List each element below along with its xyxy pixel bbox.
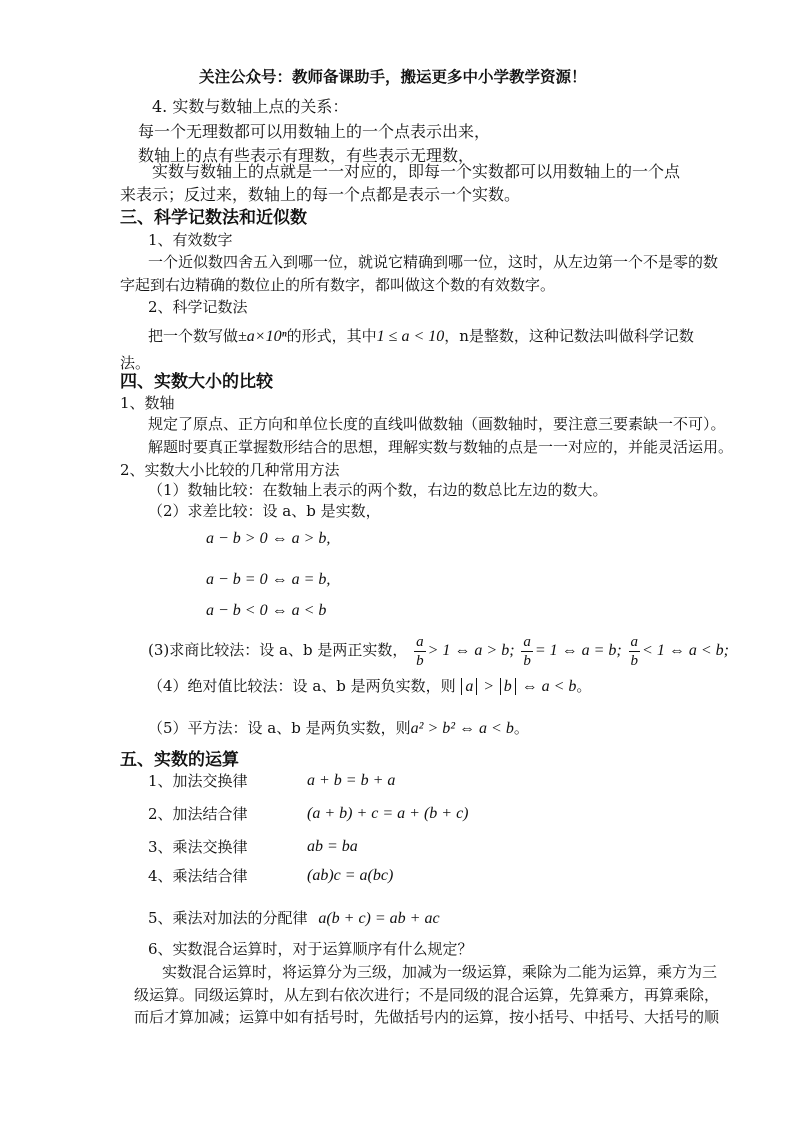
difference-formula-3: a − b < 0 ⇔ a < b xyxy=(206,602,327,619)
answer-line-1: 实数混合运算时，将运算分为三级，加减为一级运算，乘除为二能为运算，乘方为三 xyxy=(162,963,718,981)
significant-figures-line-1: 一个近似数四舍五入到哪一位，就说它精确到哪一位，这时，从左边第一个不是零的数 xyxy=(148,253,719,271)
distributive-law-formula: a(b + c) = ab + ac xyxy=(318,910,440,927)
significant-figures-line-2: 字起到右边精确的数位止的所有数字，都叫做这个数的有效数字。 xyxy=(120,276,556,294)
law-3-formula: ab = ba xyxy=(307,838,358,855)
answer-line-3: 而后才算加减；运算中如有括号时，先做括号内的运算，按小括号、中括号、大括号的顺 xyxy=(134,1008,720,1026)
scientific-notation-line: 把一个数写做±a×10ⁿ的形式，其中1 ≤ a < 10，n是整数，这种记数法叫做科学记数 xyxy=(148,327,694,345)
squares-formula: a² > b² ⇔ a < b xyxy=(410,720,514,737)
scientific-form-formula: ±a×10ⁿ xyxy=(238,328,287,345)
comparison-methods-subheading: 2、实数大小比较的几种常用方法 xyxy=(120,461,340,479)
relation-line-3: 实数与数轴上的点就是一一对应的，即每一个实数都可以用数轴上的一个点 xyxy=(152,162,681,181)
distributive-law-label: 5、乘法对加法的分配律 xyxy=(148,909,308,927)
law-1-formula: a + b = b + a xyxy=(307,772,396,789)
law-1-label: 1、加法交换律 xyxy=(148,772,248,790)
significant-figures-subheading: 1、有效数字 xyxy=(148,231,233,249)
quotient-formula-2: = 1 ⇔ a = b; xyxy=(534,642,622,659)
answer-line-2: 级运算。同级运算时，从左到右依次进行；不是同级的混合运算，先算乘方，再算乘除， xyxy=(134,986,720,1004)
top-note: 关注公众号：教师备课助手，搬运更多中小学教学资源！ xyxy=(199,67,587,86)
quotient-fraction-2: $\frac{a}{b}$ xyxy=(523,633,531,669)
method-1-number-axis: （1）数轴比较：在数轴上表示的两个数，右边的数总比左边的数大。 xyxy=(148,481,608,499)
scientific-notation-line-end: 法。 xyxy=(120,354,151,372)
number-axis-subheading: 1、数轴 xyxy=(120,394,175,412)
law-4-formula: (ab)c = a(bc) xyxy=(307,867,394,884)
number-axis-line-1: 规定了原点、正方向和单位长度的直线叫做数轴（画数轴时，要注意三要素缺一不可）。 xyxy=(148,415,726,433)
absolute-value-implication: ⇔ a < b xyxy=(521,678,577,695)
method-4-absolute-value: （4）绝对值比较法：设 a、b 是两负实数，则 a > b ⇔ a < b。 xyxy=(148,677,592,695)
law-3-label: 3、乘法交换律 xyxy=(148,838,248,856)
relation-line-4: 来表示；反过来，数轴上的每一个点都是表示一个实数。 xyxy=(120,185,521,204)
method-2-difference: （2）求差比较：设 a、b 是实数， xyxy=(148,502,381,520)
quotient-fraction-3: $\frac{a}{b}$ xyxy=(630,633,639,669)
quotient-fraction-1: $\frac{a}{b}$ xyxy=(416,633,424,669)
absolute-value-b: b xyxy=(500,678,516,695)
difference-formula-1: a − b > 0 ⇔ a > b, xyxy=(206,530,331,547)
question-6: 6、实数混合运算时，对于运算顺序有什么规定？ xyxy=(148,940,473,958)
mantissa-range-formula: 1 ≤ a < 10 xyxy=(376,328,445,345)
section-3-heading: 三、科学记数法和近似数 xyxy=(120,208,307,228)
law-2-label: 2、加法结合律 xyxy=(148,805,248,823)
relation-line-2: 数轴上的点有些表示有理数，有些表示无理数， xyxy=(138,146,475,165)
scientific-notation-subheading: 2、科学记数法 xyxy=(148,298,248,316)
quotient-formula-1: > 1 ⇔ a > b; xyxy=(427,642,515,659)
section-4-heading: 四、实数大小的比较 xyxy=(120,372,273,392)
relation-line-1: 每一个无理数都可以用数轴上的一个点表示出来， xyxy=(138,122,491,141)
relation-title: 4. 实数与数轴上点的关系： xyxy=(152,97,349,116)
law-2-formula: (a + b) + c = a + (b + c) xyxy=(307,805,469,822)
section-5-heading: 五、实数的运算 xyxy=(120,750,239,770)
method-5-squares: （5）平方法：设 a、b 是两负实数，则a² > b² ⇔ a < b。 xyxy=(148,719,529,737)
quotient-formula-3: < 1 ⇔ a < b; xyxy=(642,642,729,659)
law-4-label: 4、乘法结合律 xyxy=(148,867,248,885)
distributive-law xyxy=(148,908,440,929)
number-axis-line-2: 解题时要真正掌握数形结合的思想，理解实数与数轴的点是一一对应的，并能灵活运用。 xyxy=(148,438,734,456)
method-3-quotient: (3)求商比较法：设 a、b 是两正实数， $\frac{a}{b}$ > 1 ⇔ a > b; $\frac{a}{b}$ = 1 ⇔ a = b; $\frac{a}{b}$ < 1 ⇔ a < b; xyxy=(148,633,729,669)
absolute-value-a: a xyxy=(461,678,477,695)
difference-formula-2: a − b = 0 ⇔ a = b, xyxy=(206,571,331,588)
